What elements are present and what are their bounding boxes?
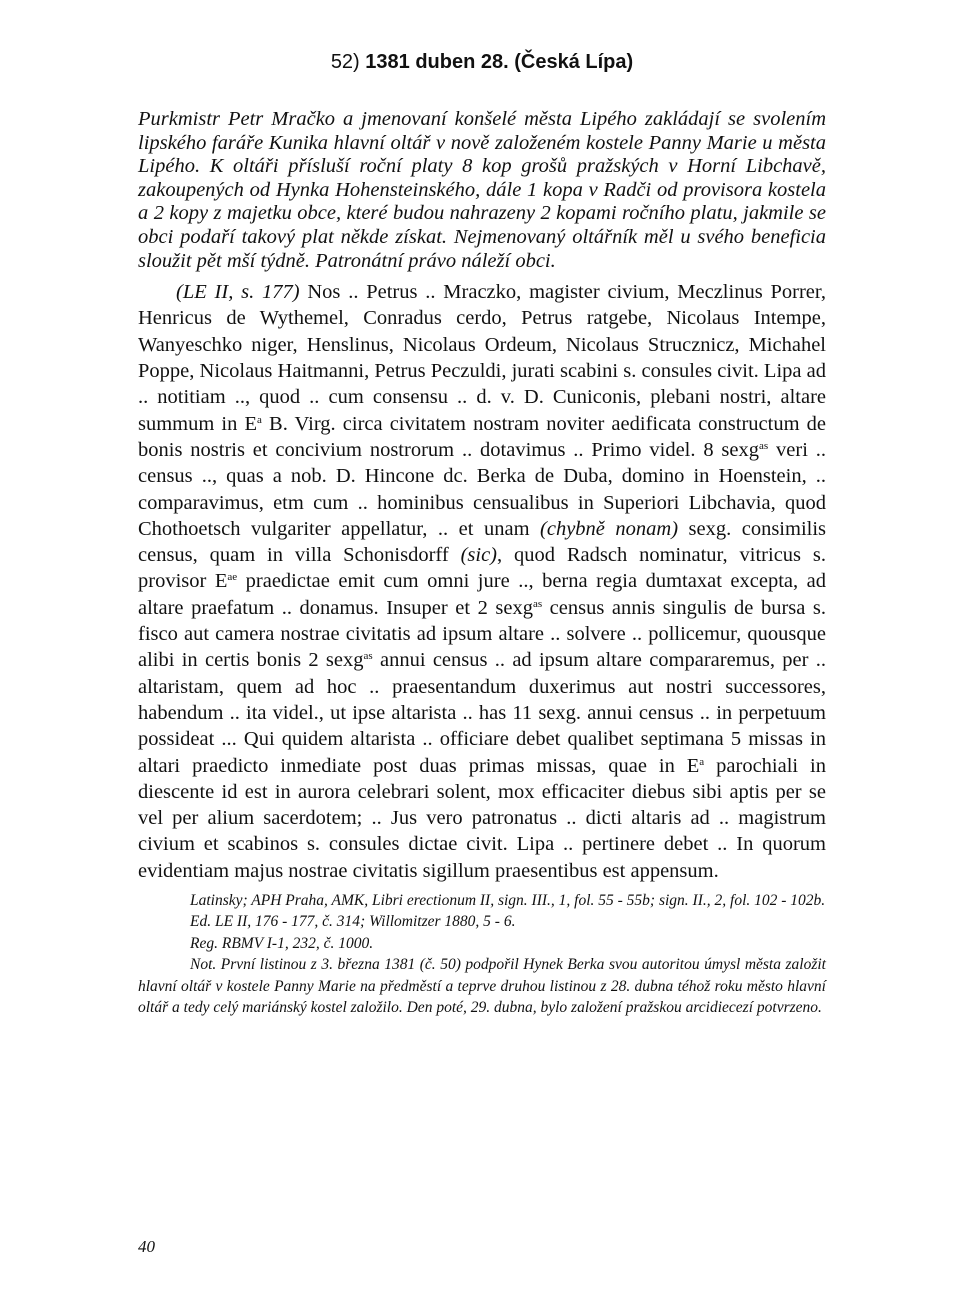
superscript-abbrev: as — [532, 597, 543, 610]
edition-note: Ed. LE II, 176 - 177, č. 314; Willomitzer 1880, 5 - 6. — [190, 913, 516, 931]
latin-text-part: Nos .. Petrus .. Mraczko, magister civium, Meczlinus Porrer, Henricus de Wythemel, Conradus cerdo, Petrus ratgebe, Nicolaus Intempe, Wanyeschko niger, Henslinus, Nicolaus Ordeum, Nicolaus Strucznicz, Michahel Poppe, Nicolaus Haitmanni, Petrus Peczuldi, jurati scabini s. consules civit. Lipa ad .. notitiam .., quod .. cum consensu .. d. v. D. Cuniconis, plebani nostri, altare summum in E — [138, 281, 827, 435]
superscript-abbrev: a — [699, 755, 705, 768]
document-date: 1381 duben 28. — [365, 51, 509, 73]
latin-text-part: sexg. consimilis census, quam in villa Schonisdorff — [138, 517, 827, 567]
latin-text — [138, 279, 826, 884]
editor-note: (chybně nonam) — [540, 517, 679, 540]
superscript-abbrev: as — [363, 650, 373, 663]
latin-text-part: census annis singulis de bursa s. fisco aut camera nostrae civitatis ad ipsum altare .. solvere .. pollicemur, quousque alibi in certis bonis 2 sexg — [138, 596, 826, 672]
page-number: 40 — [138, 1237, 155, 1256]
latin-text-part: veri .. census .., quas a nob. D. Hincone dc. Berka de Duba, domino in Hoenstein, .. comparavimus, etm cum .. hominibus censualibus in Superiori Libchavia, quod Chothoetsch vulgariter appellatur, .. et unam — [138, 438, 827, 540]
czech-regest: Purkmistr Petr Mračko a jmenovaní konšelé města Lipého zakládají se svolením lipského faráře Kunika hlavní oltář v nově založeném kostele Panny Marie u města Lipého. K oltáři přísluší roční platy 8 kop grošů pražských v Horní Libchavě, zakoupených od Hynka Hohensteinského, dále 1 kopa v Radči od provisora kostela a 2 kopy z majetku obce, které budou nahrazeny 2 kopami ročního platu, jakmile se obci podaří takový plat někde získat. Nejmenovaný oltářník měl u svého beneficia sloužit pět mší týdně. Patronátní právo náleží obci. — [138, 108, 826, 272]
superscript-abbrev: a — [257, 413, 262, 426]
regest-note: Reg. RBMV I-1, 232, č. 1000. — [190, 934, 374, 952]
document-place: (Česká Lípa) — [514, 51, 634, 73]
latin-text-part: B. Virg. circa civitatem nostram noviter aedificata constructum de bonis nostris et concivium nostrorum .. dotavimus .. Primo videl. 8 sexg — [138, 412, 826, 461]
latin-text-part: parochiali in diescente id est in aurora celebrari solent, mox efficaciter diebus sibi aptis per se vel per alium sacerdotem; .. Jus vero patronatus .. dicti altaris ad .. magistrum civium et scabinos s. consules dictae civit. Lipa .. pertinere debet .. In quorum evidentiam majus nostrae civitatis sigillum praesentibus est appensum. — [138, 754, 826, 882]
superscript-abbrev: as — [759, 439, 769, 452]
superscript-abbrev: ae — [227, 571, 238, 584]
document-page — [138, 48, 826, 1019]
document-number: 52) — [330, 51, 360, 73]
commentary-note: Not. První listinou z 3. března 1381 (č. 50) podpořil Hynek Berka svou autoritou úmysl města založit hlavní oltář v kostele Panny Marie na předměstí a teprve druhou listinou z 28. dubna téhož roku město hlavní oltář a tedy celý mariánský kostel založilo. Den poté, 29. dubna, bylo založení pražskou arcidiecezí potvrzeno. — [138, 956, 826, 1017]
editor-note: (sic) — [460, 544, 498, 567]
latin-text-part: annui census .. ad ipsum altare compararemus, per .. altaristam, quem ad hoc .. praesentandum duxerimus aut nostri successores, habendum .. ita videl., ut ipse altarista .. has 11 sexg. annui census .. in perpetuum possideat ... Qui quidem altarista .. officiare debet qualibet septimana 5 missas in altari praedicto inmediate post duas primas missas, quae in E — [138, 649, 826, 777]
latin-text-part: praedictae emit cum omni jure .., berna regia dumtaxat excepta, ad altare praefatum .. donamus. Insuper et 2 sexg — [138, 570, 826, 619]
latin-text-part: , quod Radsch nominatur, vitricus s. provisor E — [138, 544, 826, 593]
apparatus-notes — [138, 890, 826, 1019]
source-reference: (LE II, s. 177) — [176, 281, 300, 304]
document-heading — [138, 48, 826, 76]
archive-note: Latinsky; APH Praha, AMK, Libri erectionum II, sign. III., 1, fol. 55 - 55b; sign. II., 2, fol. 102 - 102b. — [190, 891, 826, 909]
